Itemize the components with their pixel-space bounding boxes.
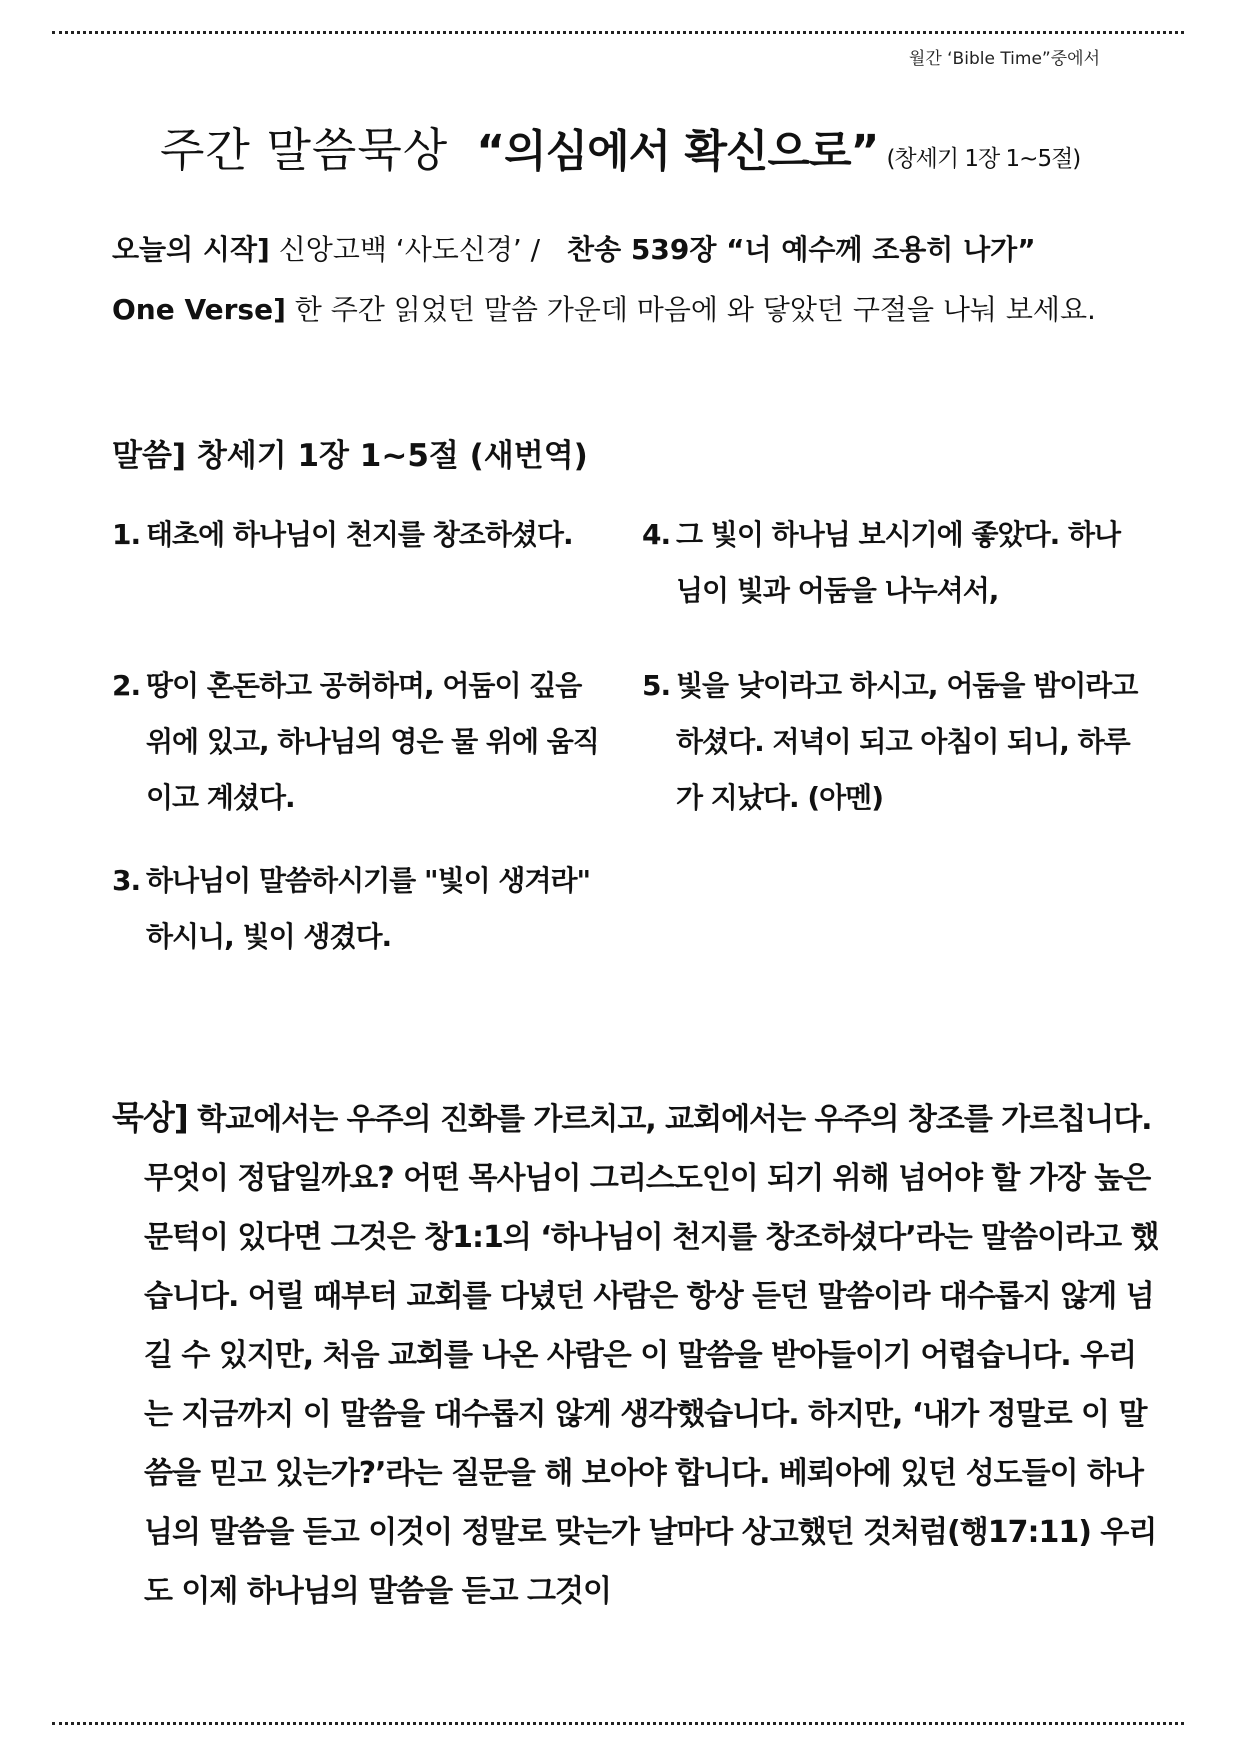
- verse-number: 4.: [642, 518, 671, 551]
- intro-start-line: [112, 228, 1142, 268]
- intro-one-verse-line: [112, 288, 1142, 328]
- verse-text: 하나님이 말씀하시기를 "빛이 생겨라" 하시니, 빛이 생겼다.: [146, 864, 591, 953]
- title-prefix: 주간 말씀묵상: [160, 123, 449, 177]
- verse-number: 5.: [642, 669, 671, 702]
- verse-text: 그 빛이 하나님 보시기에 좋았다. 하나님이 빛과 어둠을 나누셔서,: [676, 518, 1121, 607]
- hymn-text: 찬송 539장 “너 예수께 조용히 나가”: [567, 233, 1036, 266]
- verse-number: 1.: [112, 518, 141, 551]
- verse-text: 빛을 낮이라고 하시고, 어둠을 밤이라고 하셨다. 저녁이 되고 아침이 되니, 하루가 지났다. (아멘): [676, 669, 1138, 814]
- scripture-heading: 말씀] 창세기 1장 1~5절 (새번역): [112, 438, 588, 474]
- verse-4: [642, 507, 1146, 619]
- top-divider: [52, 31, 1184, 34]
- verse-number: 3.: [112, 864, 141, 897]
- verse-number: 2.: [112, 669, 141, 702]
- verse-2: [112, 658, 616, 826]
- bottom-divider: [52, 1722, 1184, 1725]
- title-main: “의심에서 확신으로”: [476, 126, 879, 177]
- verse-text: 태초에 하나님이 천지를 창조하셨다.: [146, 518, 573, 551]
- source-note: 월간 ‘Bible Time”중에서: [908, 49, 1100, 69]
- verse-3: [112, 853, 616, 965]
- start-label: 오늘의 시작]: [112, 233, 270, 266]
- verse-1: [112, 507, 616, 563]
- meditation-paragraph: [112, 1088, 1164, 1621]
- one-verse-text: 한 주간 읽었던 말씀 가운데 마음에 와 닿았던 구절을 나눠 보세요.: [285, 293, 1096, 326]
- meditation-text: 학교에서는 우주의 진화를 가르치고, 교회에서는 우주의 창조를 가르칩니다. 무엇이 정답일까요? 어떤 목사님이 그리스도인이 되기 위해 넘어야 할 가장 높은 문턱이 있다면 그것은 창1:1의 ‘하나님이 천지를 창조하셨다’라는 말씀이라고 했습니다. 어릴 때부터 교회를 다녔던 사람은 항상 듣던 말씀이라 대수롭지 않게 넘길 수 있지만, 처음 교회를 나온 사람은 이 말씀을 받아들이기 어렵습니다. 우리는 지금까지 이 말씀을 대수롭지 않게 생각했습니다. 하지만, ‘내가 정말로 이 말씀을 믿고 있는가?’라는 질문을 해 보아야 합니다. 베뢰아에 있던 성도들이 하나님의 말씀을 듣고 이것이 정말로 맞는가 날마다 상고했던 것처럼(행17:11) 우리도 이제 하나님의 말씀을 듣고 그것이: [144, 1102, 1159, 1609]
- verse-text: 땅이 혼돈하고 공허하며, 어둠이 깊음 위에 있고, 하나님의 영은 물 위에 움직이고 계셨다.: [146, 669, 599, 814]
- verse-5: [642, 658, 1146, 826]
- meditation-label: 묵상]: [112, 1098, 188, 1137]
- page-title: [160, 114, 1080, 180]
- title-reference: (창세기 1장 1~5절): [886, 146, 1081, 172]
- start-text: 신앙고백 ‘사도신경’ /: [269, 233, 550, 266]
- one-verse-label: One Verse]: [112, 293, 286, 326]
